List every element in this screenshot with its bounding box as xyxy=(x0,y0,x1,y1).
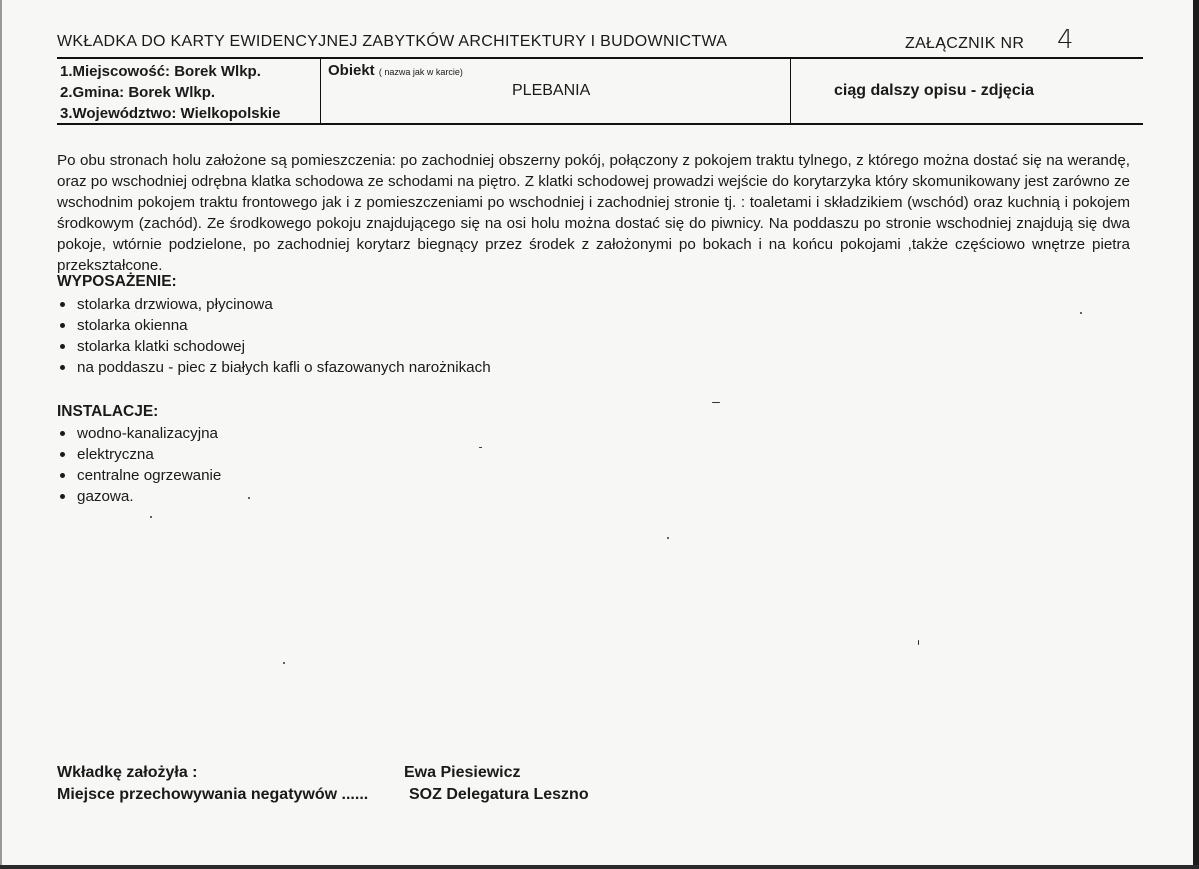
bullet-icon xyxy=(60,452,65,457)
bullet-icon xyxy=(60,323,65,328)
scan-edge xyxy=(0,0,2,869)
scan-speck xyxy=(283,662,285,664)
bullet-icon xyxy=(60,344,65,349)
list-item-text: stolarka klatki schodowej xyxy=(77,338,245,355)
list-item-text: na poddaszu - piec z białych kafli o sfazowanych narożnikach xyxy=(77,359,491,376)
scan-speck xyxy=(667,537,669,539)
scan-speck xyxy=(918,640,919,645)
list-item-text: centralne ogrzewanie xyxy=(77,467,222,484)
list-item xyxy=(57,336,491,357)
object-label-text: Obiekt xyxy=(328,62,375,79)
table-divider xyxy=(320,58,321,124)
list-item-text: stolarka okienna xyxy=(77,317,188,334)
scan-speck xyxy=(479,447,482,448)
list-item xyxy=(57,357,491,378)
negatives-location-label: Miejsce przechowywania negatywów ...... xyxy=(57,786,369,803)
annex-number: 4 xyxy=(1057,25,1074,55)
table-bottom-rule xyxy=(57,123,1143,125)
scan-speck xyxy=(1080,312,1082,314)
list-item xyxy=(57,465,221,486)
commune-field: 2.Gmina: Borek Wlkp. xyxy=(60,84,216,101)
continuation-note: ciąg dalszy opisu - zdjęcia xyxy=(834,82,1035,99)
object-name: PLEBANIA xyxy=(512,82,591,99)
list-item-text: gazowa. xyxy=(77,488,134,505)
bullet-icon xyxy=(60,431,65,436)
created-by-value: Ewa Piesiewicz xyxy=(404,764,521,781)
form-title: WKŁADKA DO KARTY EWIDENCYJNEJ ZABYTKÓW ARCHITEKTURY I BUDOWNICTWA xyxy=(57,33,728,50)
table-top-rule xyxy=(57,57,1143,59)
location-field: 1.Miejscowość: Borek Wlkp. xyxy=(60,63,261,80)
list-item xyxy=(57,486,221,507)
voivodeship-field: 3.Województwo: Wielkopolskie xyxy=(60,105,281,122)
description-paragraph: Po obu stronach holu założone są pomieszczenia: po zachodniej obszerny pokój, połączony z pokojem traktu tylnego, z którego można dostać się na werandę, oraz po wschodniej odrębna klatka schodowa ze schodami na piętro. Z klatki schodowej prowadzi wejście do korytarzyka który skomunikowany jest zarówno ze wschodnim pokojem traktu frontowego jak i z pomieszczeniami po wschodniej i zachodniej stronie tj. : toaletami i składzikiem (wschód) oraz kuchnią i pokojem środkowym (zachód). Ze środkowego pokoju znajdującego się na osi holu można dostać się do piwnicy. Na poddaszu po stronie wschodniej znajdują się dwa pokoje, wtórnie podzielone, po zachodniej korytarz biegnący przez środek z założonymi po bokach i na końcu pokojami ,także częściowo wnętrze pietra przekształcone. xyxy=(57,152,1130,274)
table-divider xyxy=(790,58,791,124)
object-hint: ( nazwa jak w karcie) xyxy=(378,67,463,77)
list-item xyxy=(57,444,221,465)
list-item-text: wodno-kanalizacyjna xyxy=(77,425,218,442)
equipment-list xyxy=(57,294,491,378)
annex-label: ZAŁĄCZNIK NR xyxy=(905,35,1025,52)
scan-speck xyxy=(712,402,720,403)
object-label xyxy=(328,62,463,79)
form-header xyxy=(57,25,1137,55)
scan-speck xyxy=(150,516,152,518)
bullet-icon xyxy=(60,302,65,307)
list-item-text: stolarka drzwiowa, płycinowa xyxy=(77,296,273,313)
bullet-icon xyxy=(60,473,65,478)
list-item xyxy=(57,315,491,336)
equipment-heading: WYPOSAŻENIE: xyxy=(57,273,177,290)
scan-edge xyxy=(1193,0,1199,869)
bullet-icon xyxy=(60,494,65,499)
negatives-location-value: SOZ Delegatura Leszno xyxy=(409,786,589,803)
scan-edge xyxy=(0,865,1199,869)
created-by-label: Wkładkę założyła : xyxy=(57,764,198,781)
installations-heading: INSTALACJE: xyxy=(57,403,159,420)
list-item-text: elektryczna xyxy=(77,446,154,463)
list-item xyxy=(57,423,221,444)
bullet-icon xyxy=(60,365,65,370)
installations-list xyxy=(57,423,221,507)
list-item xyxy=(57,294,491,315)
scan-speck xyxy=(248,497,250,499)
